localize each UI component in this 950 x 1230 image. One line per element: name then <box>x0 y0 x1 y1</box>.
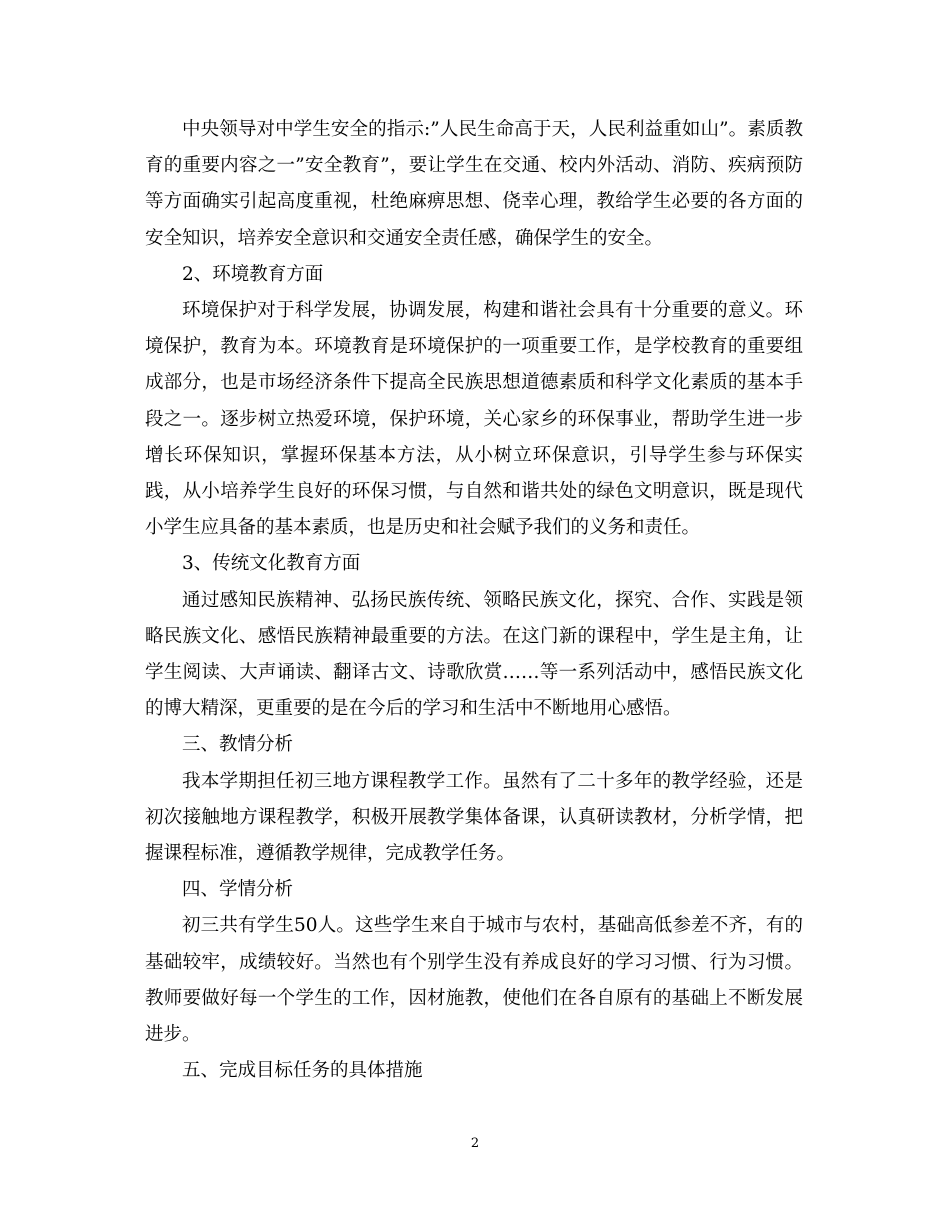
heading-specific-measures: 五、完成目标任务的具体措施 <box>182 1060 423 1082</box>
paragraph-student-analysis: 初三共有学生50人。这些学生来自于城市与农村，基础高低参差不齐，有的基础较牢，成绩较好。当然也有个别学生没有养成良好的学习习惯、行为习惯。教师要做好每一个学生的工作，因材施教，使他们在各自原有的基础上不断发展进步。 <box>145 915 803 1046</box>
heading-teaching-analysis: 三、教情分析 <box>182 734 294 756</box>
paragraph-traditional-culture: 通过感知民族精神、弘扬民族传统、领略民族文化，探究、合作、实践是领略民族文化、感悟民族精神最重要的方法。在这门新的课程中，学生是主角，让学生阅读、大声诵读、翻译古文、诗歌欣赏……等一系列活动中，感悟民族文化的博大精深，更重要的是在今后的学习和生活中不断地用心感悟。 <box>145 589 803 720</box>
heading-environment-education: 2、环境教育方面 <box>182 263 324 285</box>
paragraph-safety-education: 中央领导对中学生安全的指示:”人民生命高于天，人民利益重如山”。素质教育的重要内容之一”安全教育”，要让学生在交通、校内外活动、消防、疾病预防等方面确实引起高度重视，杜绝麻痹思想、侥幸心理，教给学生必要的各方面的安全知识，培养安全意识和交通安全责任感，确保学生的安全。 <box>145 119 803 249</box>
page-number: 2 <box>470 1136 480 1151</box>
document-body <box>145 112 803 1089</box>
heading-traditional-culture: 3、传统文化教育方面 <box>182 553 361 575</box>
paragraph-teaching-analysis: 我本学期担任初三地方课程教学工作。虽然有了二十多年的教学经验，还是初次接触地方课程教学，积极开展教学集体备课，认真研读教材，分析学情，把握课程标准，遵循教学规律，完成教学任务。 <box>145 770 803 865</box>
heading-student-analysis: 四、学情分析 <box>182 879 294 901</box>
paragraph-environment-education: 环境保护对于科学发展，协调发展，构建和谐社会具有十分重要的意义。环境保护，教育为本。环境教育是环境保护的一项重要工作，是学校教育的重要组成部分，也是市场经济条件下提高全民族思想道德素质和科学文化素质的基本手段之一。逐步树立热爱环境，保护环境，关心家乡的环保事业，帮助学生进一步增长环保知识，掌握环保基本方法，从小树立环保意识，引导学生参与环保实践，从小培养学生良好的环保习惯，与自然和谐共处的绿色文明意识，既是现代小学生应具备的基本素质，也是历史和社会赋予我们的义务和责任。 <box>145 300 803 539</box>
